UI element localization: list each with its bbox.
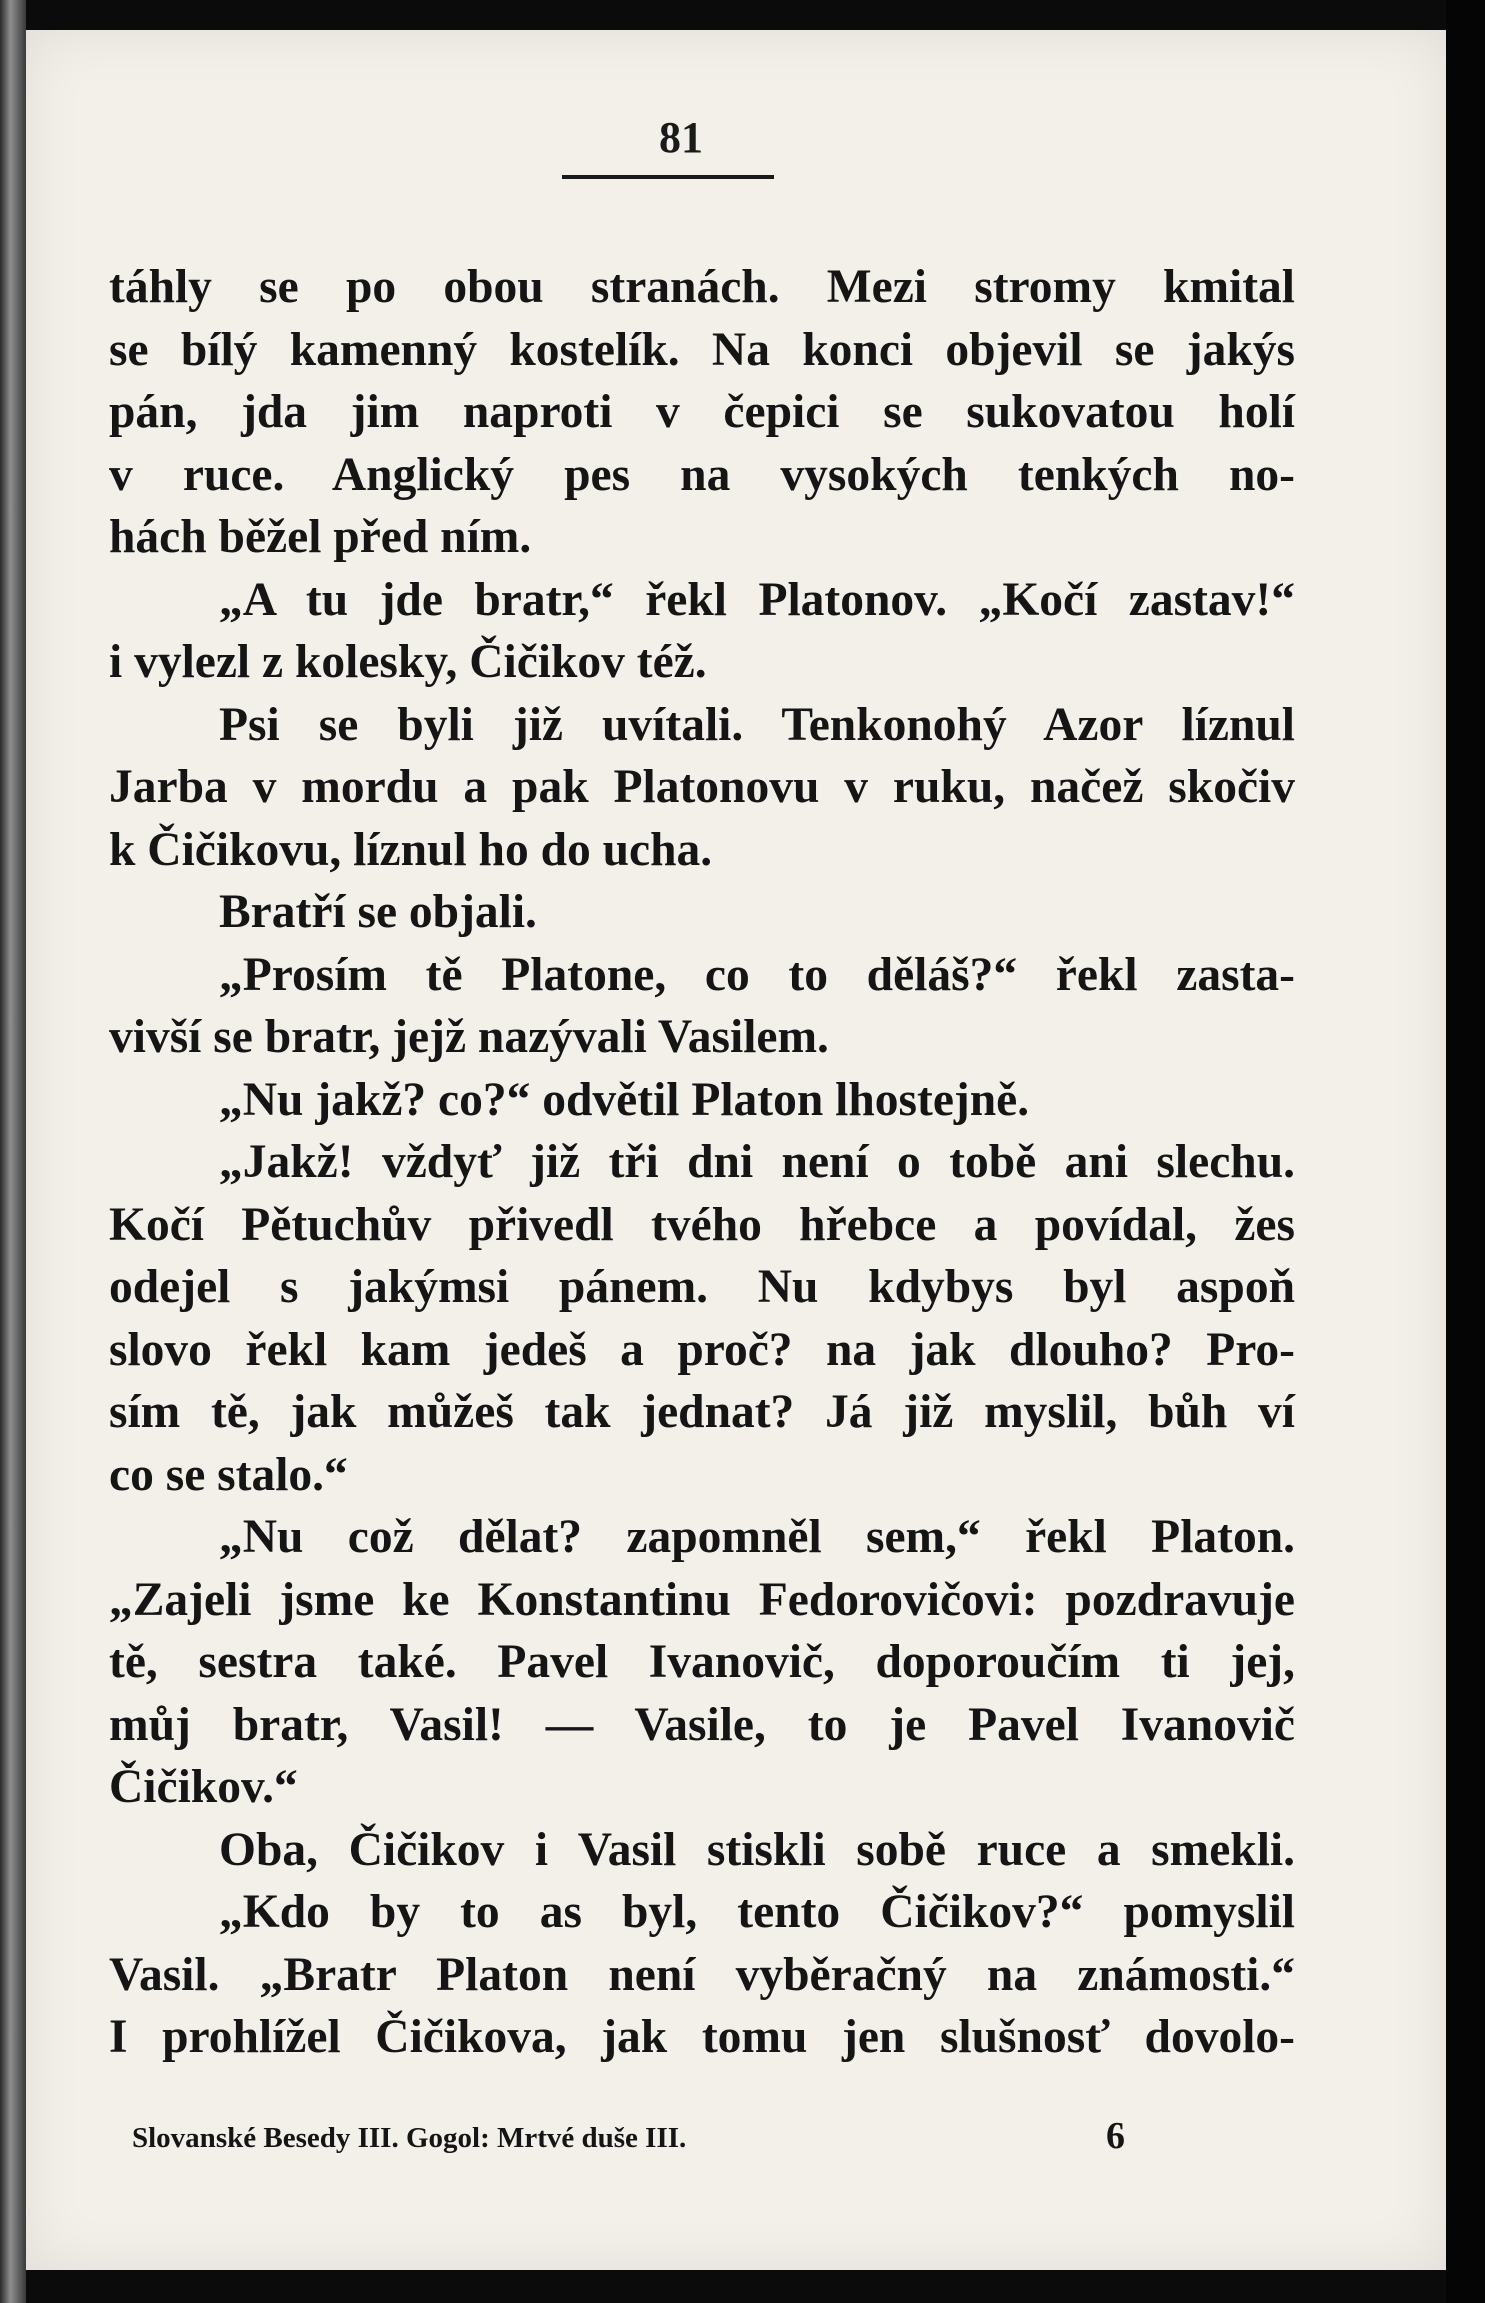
text-line: pán, jda jim naproti v čepici se sukovatou holí: [109, 386, 1295, 438]
text-line: Bratří se objali.: [219, 886, 537, 938]
text-line: odejel s jakýmsi pánem. Nu kdybys byl aspoň: [109, 1261, 1295, 1313]
text-line: „Nu což dělat? zapomněl sem,“ řekl Platon.: [219, 1511, 1295, 1563]
text-line: se bílý kamenný kostelík. Na konci objevil se jakýs: [109, 323, 1295, 376]
text-line: „Jakž! vždyť již tři dni není o tobě ani slechu.: [219, 1136, 1295, 1188]
scan-right-edge: [1446, 0, 1485, 2303]
scan-left-edge: [0, 0, 26, 2303]
text-line: slovo řekl kam jedeš a proč? na jak dlouho? Pro-: [109, 1323, 1295, 1376]
text-line: „Zajeli jsme ke Konstantinu Fedorovičovi: pozdravuje: [109, 1573, 1295, 1626]
page-number: 81: [659, 113, 703, 162]
text-line: „Prosím tě Platone, co to děláš?“ řekl zasta-: [219, 948, 1295, 1001]
text-line: i vylezl z kolesky, Čičikov též.: [109, 636, 707, 688]
footer-imprint: Slovanské Besedy III. Gogol: Mrtvé duše III.: [132, 2122, 687, 2154]
text-line: sím tě, jak můžeš tak jednat? Já již myslil, bůh ví: [109, 1386, 1295, 1438]
text-line: vivší se bratr, jejž nazývali Vasilem.: [109, 1011, 829, 1063]
text-line: můj bratr, Vasil! — Vasile, to je Pavel Ivanovič: [109, 1698, 1295, 1751]
text-line: Psi se byli již uvítali. Tenkonohý Azor líznul: [219, 698, 1295, 751]
page-number-rule: [562, 175, 774, 179]
text-line: Vasil. „Bratr Platon není vyběračný na známosti.“: [109, 1948, 1295, 2001]
text-line: tě, sestra také. Pavel Ivanovič, doporoučím ti jej,: [109, 1636, 1295, 1688]
text-line: Jarba v mordu a pak Platonovu v ruku, načež skočiv: [109, 761, 1295, 813]
text-line: táhly se po obou stranách. Mezi stromy kmital: [109, 261, 1295, 313]
text-line: k Čičikovu, líznul ho do ucha.: [109, 823, 713, 876]
text-line: „A tu jde bratr,“ řekl Platonov. „Kočí zastav!“: [219, 573, 1295, 626]
signature-mark: 6: [1106, 2115, 1125, 2157]
text-line: v ruce. Anglický pes na vysokých tenkých no-: [109, 448, 1295, 501]
text-line: Oba, Čičikov i Vasil stiskli sobě ruce a smekli.: [219, 1823, 1295, 1876]
text-line: „Nu jakž? co?“ odvětil Platon lhostejně.: [219, 1073, 1030, 1126]
text-line: „Kdo by to as byl, tento Čičikov?“ pomyslil: [219, 1886, 1295, 1938]
book-page: [26, 30, 1446, 2270]
text-line: hách běžel před ním.: [109, 511, 532, 563]
text-line: Kočí Pětuchův přivedl tvého hřebce a povídal, žes: [109, 1198, 1295, 1251]
text-line: co se stalo.“: [109, 1448, 348, 1501]
body-text: [109, 256, 1295, 2069]
text-line: I prohlížel Čičikova, jak tomu jen slušnosť dovolo-: [109, 2011, 1295, 2063]
text-line: Čičikov.“: [109, 1761, 298, 1813]
